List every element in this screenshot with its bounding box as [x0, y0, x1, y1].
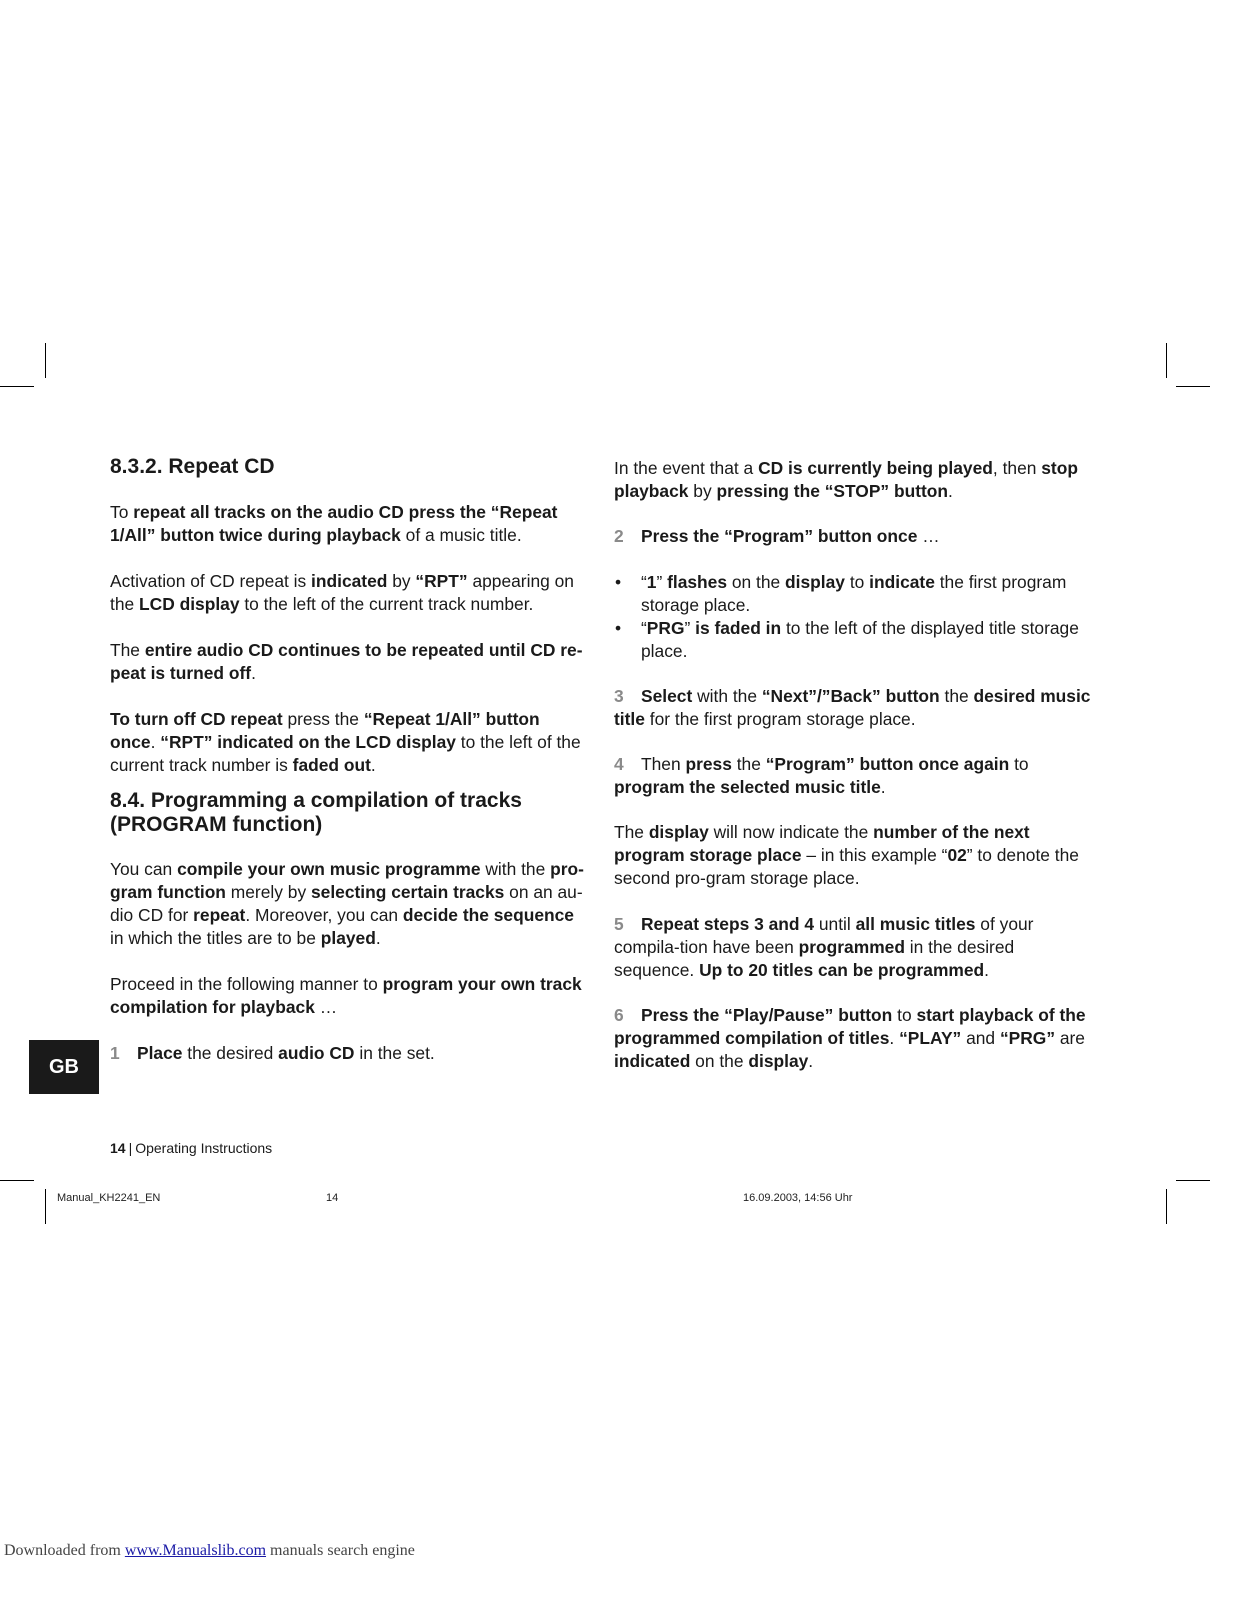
bold-text: all music titles	[855, 914, 976, 934]
bold-text: Select	[641, 686, 693, 706]
text: to	[1009, 754, 1029, 774]
text: – in this example “	[801, 845, 948, 865]
bullet-icon: •	[615, 618, 622, 638]
text: in which the titles are to be	[110, 928, 321, 948]
step-number: 5	[614, 914, 624, 934]
step-number: 2	[614, 526, 624, 546]
bullet-item	[614, 571, 1092, 617]
text: to	[892, 1005, 917, 1025]
bold-text: To turn off CD repeat	[110, 709, 283, 729]
bold-text: “Next”/”Back” button	[761, 686, 940, 706]
bold-text: indicated	[614, 1051, 691, 1071]
text: in the desired sequence.	[614, 937, 1015, 980]
text: to the left of the displayed title storage place.	[641, 618, 1079, 661]
text: to	[844, 572, 870, 592]
text: ”	[656, 572, 668, 592]
text: the first program storage place.	[641, 572, 1067, 615]
text: in the set.	[354, 1043, 435, 1063]
text: on the	[690, 1051, 749, 1071]
heading-repeat-cd: 8.3.2. Repeat CD	[110, 455, 275, 478]
paragraph	[614, 821, 1092, 890]
paragraph	[110, 570, 588, 616]
step-number: 6	[614, 1005, 624, 1025]
text: .	[889, 1028, 900, 1048]
crop-mark	[1166, 343, 1167, 378]
text: .	[948, 481, 953, 501]
footer-label: Operating Instructions	[135, 1140, 273, 1156]
bold-text: “PLAY”	[899, 1028, 962, 1048]
language-tab: GB	[29, 1040, 99, 1094]
bold-text: faded out	[292, 755, 371, 775]
text: “	[641, 618, 647, 638]
text: Proceed in the following manner to	[110, 974, 383, 994]
bold-text: played	[320, 928, 376, 948]
bold-text: start playback of the programmed compilation of titles	[614, 1005, 1086, 1048]
step-2	[614, 525, 1092, 548]
bold-text: “Program” button once again	[765, 754, 1010, 774]
bold-text: pressing the “STOP” button	[716, 481, 949, 501]
text: appearing on the	[110, 571, 574, 614]
bold-text: programmed	[798, 937, 905, 957]
crop-mark	[1176, 1180, 1210, 1181]
bold-text: “PRG”	[999, 1028, 1056, 1048]
text: .	[375, 928, 381, 948]
crop-mark	[0, 386, 34, 387]
crop-mark	[1176, 386, 1210, 387]
bold-text: press	[685, 754, 732, 774]
text: by	[387, 571, 416, 591]
text: merely by	[225, 882, 311, 902]
paragraph	[110, 858, 588, 950]
text: To	[110, 502, 134, 522]
bold-text: compile your own music programme	[177, 859, 481, 879]
bold-text: flashes	[667, 572, 728, 592]
text: the desired	[182, 1043, 279, 1063]
text: .	[370, 755, 376, 775]
slug-page: 14	[326, 1192, 339, 1204]
text: to the left of the current track number.	[239, 594, 534, 614]
text: The	[110, 640, 145, 660]
paragraph	[614, 457, 1092, 503]
bold-text: pro-gram function	[110, 859, 584, 902]
bold-text: stop playback	[614, 458, 1078, 501]
bold-text: entire audio CD continues to be repeated until CD re-peat is turned off	[110, 640, 583, 683]
paragraph	[110, 501, 588, 547]
bold-text: Press the “Play/Pause” button	[641, 1005, 893, 1025]
bold-text: “RPT”	[415, 571, 468, 591]
text: to the left of the current track number is	[110, 732, 581, 775]
bold-text: program your own track compilation for playback	[110, 974, 582, 1017]
page-number: 14	[110, 1140, 126, 1156]
bold-text: Press the “Program” button once	[641, 526, 918, 546]
bold-text: number of the next program storage place	[614, 822, 1030, 865]
text: You can	[110, 859, 178, 879]
text: are	[1055, 1028, 1085, 1048]
bold-text: 02	[947, 845, 967, 865]
text: by	[688, 481, 717, 501]
text: press the	[282, 709, 364, 729]
step-number: 3	[614, 686, 624, 706]
text: of a music title.	[400, 525, 522, 545]
text: .	[251, 663, 256, 683]
text: of your compila-tion have been	[614, 914, 1034, 957]
manualslib-link[interactable]: www.Manualslib.com	[124, 1542, 267, 1559]
crop-mark	[1166, 1189, 1167, 1224]
text: Activation of CD repeat is	[110, 571, 312, 591]
bold-text: indicated	[311, 571, 388, 591]
crop-mark	[45, 343, 46, 378]
slug-date: 16.09.2003, 14:56 Uhr	[743, 1192, 853, 1204]
bold-text: repeat	[193, 905, 246, 925]
text: . Moreover, you can	[245, 905, 403, 925]
download-prefix: Downloaded from	[4, 1542, 125, 1559]
step-4	[614, 753, 1092, 799]
bold-text: display	[785, 572, 845, 592]
text: and	[961, 1028, 1000, 1048]
step-5	[614, 913, 1092, 982]
bold-text: decide the sequence	[402, 905, 574, 925]
bold-text: Up to 20 titles can be programmed	[699, 960, 985, 980]
crop-mark	[45, 1189, 46, 1224]
bold-text: 1	[646, 572, 657, 592]
paragraph	[110, 973, 588, 1019]
bold-text: desired music title	[614, 686, 1091, 729]
bold-text: is faded in	[695, 618, 782, 638]
right-column	[614, 455, 1092, 1073]
download-suffix: manuals search engine	[266, 1542, 415, 1559]
bold-text: display	[648, 822, 709, 842]
footer-separator: |	[128, 1140, 133, 1156]
bold-text: audio CD	[278, 1043, 355, 1063]
text: The	[614, 822, 649, 842]
text: with the	[692, 686, 762, 706]
left-column	[110, 455, 588, 1065]
step-6	[614, 1004, 1092, 1073]
text: until	[814, 914, 856, 934]
bold-text: repeat all tracks on the audio CD press the “Repeat 1/All” button twice during playback	[110, 502, 558, 545]
bold-text: Place	[137, 1043, 183, 1063]
bold-text: indicate	[869, 572, 935, 592]
bullet-item	[614, 617, 1092, 663]
bold-text: CD is currently being played	[758, 458, 993, 478]
step-3	[614, 685, 1092, 731]
text: “	[641, 572, 647, 592]
text: …	[314, 997, 338, 1017]
paragraph	[110, 639, 588, 685]
text: .	[808, 1051, 814, 1071]
text: with the	[480, 859, 551, 879]
bold-text: display	[748, 1051, 809, 1071]
text: on an au-dio CD for	[110, 882, 583, 925]
text: .	[880, 777, 886, 797]
text: .	[984, 960, 990, 980]
bold-text: “Repeat 1/All” button once	[110, 709, 540, 752]
slug-filename: Manual_KH2241_EN	[57, 1192, 161, 1204]
text: will now indicate the	[708, 822, 874, 842]
text: …	[917, 526, 940, 546]
bullet-list	[614, 571, 1092, 663]
step-number: 1	[110, 1043, 120, 1063]
page-footer	[110, 1139, 272, 1157]
text: the	[731, 754, 766, 774]
text: ”	[684, 618, 696, 638]
bold-text: LCD display	[139, 594, 240, 614]
text: the	[939, 686, 974, 706]
text: In the event that a	[614, 458, 759, 478]
bold-text: PRG	[646, 618, 685, 638]
text: on the	[727, 572, 786, 592]
step-1	[110, 1042, 588, 1065]
heading-programming: 8.4. Programming a compilation of tracks (PROGRAM function)	[110, 789, 522, 836]
crop-mark	[0, 1180, 34, 1181]
text: .	[150, 732, 161, 752]
text: ” to denote the second pro-gram storage place.	[614, 845, 1079, 888]
bullet-icon: •	[615, 572, 622, 592]
download-line	[4, 1541, 415, 1561]
text: Then	[641, 754, 686, 774]
bold-text: program the selected music title	[614, 777, 881, 797]
bold-text: Repeat steps 3 and 4	[641, 914, 815, 934]
bold-text: selecting certain tracks	[310, 882, 505, 902]
paragraph	[110, 708, 588, 777]
step-number: 4	[614, 754, 624, 774]
text: for the first program storage place.	[644, 709, 916, 729]
bold-text: “RPT” indicated on the LCD display	[160, 732, 456, 752]
text: , then	[992, 458, 1042, 478]
